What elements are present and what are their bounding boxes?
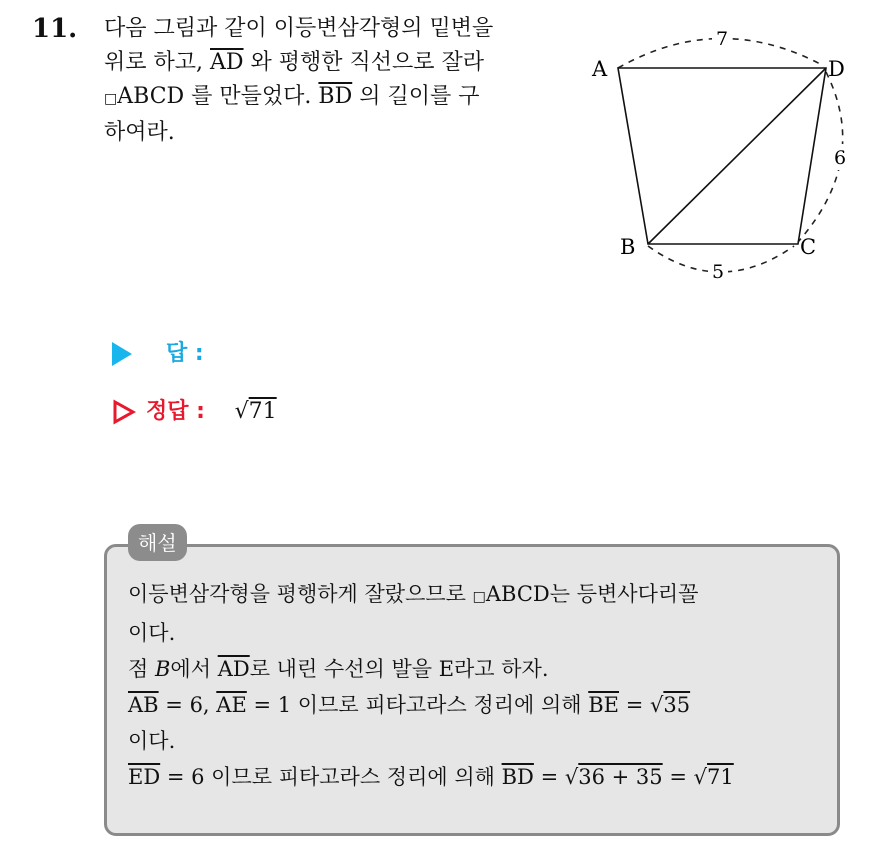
solution-line-4	[128, 687, 838, 723]
solution-line-2: 이다.	[128, 621, 176, 645]
length-top: 7	[716, 28, 729, 50]
solution-text	[128, 576, 838, 795]
solution-line-5: 이다.	[128, 729, 176, 753]
solution-line-1	[128, 576, 838, 615]
label-c: C	[800, 235, 817, 259]
question-line-2	[104, 46, 569, 80]
point-b: B	[154, 657, 171, 681]
segment-bd: $\overline{BD}$	[318, 84, 353, 109]
radicand: 36 + 35	[578, 765, 663, 789]
answer-label: 답 :	[166, 341, 204, 366]
radicand: 35	[663, 693, 691, 717]
segment-ad: $\overline{AD}$	[217, 657, 250, 681]
solution-text-part: =	[625, 693, 644, 717]
length-right: 6	[834, 147, 847, 169]
correct-answer-value: √71	[234, 399, 277, 424]
label-d: D	[828, 57, 845, 81]
play-icon	[112, 342, 132, 366]
question-text-part: 위로 하고,	[104, 50, 203, 75]
square-symbol: □	[472, 589, 486, 605]
solution-text-part: =	[669, 765, 687, 789]
question-text	[104, 12, 569, 150]
solution-tag: 해설	[128, 524, 187, 561]
solution-text-part: = 6,	[165, 693, 210, 717]
correct-answer-row	[112, 394, 277, 425]
trapezoid-figure	[580, 10, 870, 290]
sqrt-expression: √71	[693, 765, 734, 789]
segment-bd: $\overline{BD}$	[501, 765, 534, 789]
solution-text-part: = 6 이므로 피타고라스 정리에 의해	[166, 765, 495, 789]
question-line-4: 하여라.	[104, 120, 175, 145]
label-b: B	[620, 235, 636, 259]
radicand: 71	[248, 399, 277, 424]
question-text-part: 와 평행한 직선으로 잘라	[250, 50, 485, 75]
length-bottom: 5	[712, 261, 725, 283]
segment-be: $\overline{BE}$	[588, 693, 619, 717]
solution-line-6	[128, 759, 838, 795]
solution-text-part: ABCD는 등변사다리꼴	[485, 582, 699, 606]
answer-row	[112, 336, 204, 367]
segment-ed: $\overline{ED}$	[128, 765, 161, 789]
diagonal-bd	[648, 68, 826, 244]
question-text-part: 의 길이를 구	[359, 84, 480, 109]
question-number: 11.	[32, 14, 78, 44]
question-line-3	[104, 80, 569, 116]
correct-answer-label: 정답 :	[146, 399, 205, 424]
solution-line-3	[128, 651, 838, 687]
sqrt-expression: √36 + 35	[564, 765, 663, 789]
solution-text-part: 이등변삼각형을 평행하게 잘랐으므로	[128, 582, 466, 606]
segment-ad: $\overline{AD}$	[210, 50, 244, 75]
solution-text-part: 에서	[170, 657, 211, 681]
solution-text-part: =	[540, 765, 559, 789]
radicand: 71	[707, 765, 734, 789]
segment-ae: $\overline{AE}$	[216, 693, 247, 717]
trapezoid-abcd	[618, 68, 826, 244]
question-text-part: ABCD 를 만들었다.	[117, 84, 312, 109]
question-line-1: 다음 그림과 같이 이등변삼각형의 밑변을	[104, 16, 494, 41]
solution-text-part: = 1 이므로 피타고라스 정리에 의해	[253, 693, 582, 717]
play-outline-icon	[112, 399, 136, 425]
solution-text-part: 점	[128, 657, 149, 681]
solution-text-part: 로 내린 수선의 발을 E라고 하자.	[249, 657, 549, 681]
segment-ab: $\overline{AB}$	[128, 693, 159, 717]
square-symbol: □	[104, 91, 118, 107]
sqrt-expression: √35	[649, 693, 691, 717]
label-a: A	[592, 57, 608, 81]
